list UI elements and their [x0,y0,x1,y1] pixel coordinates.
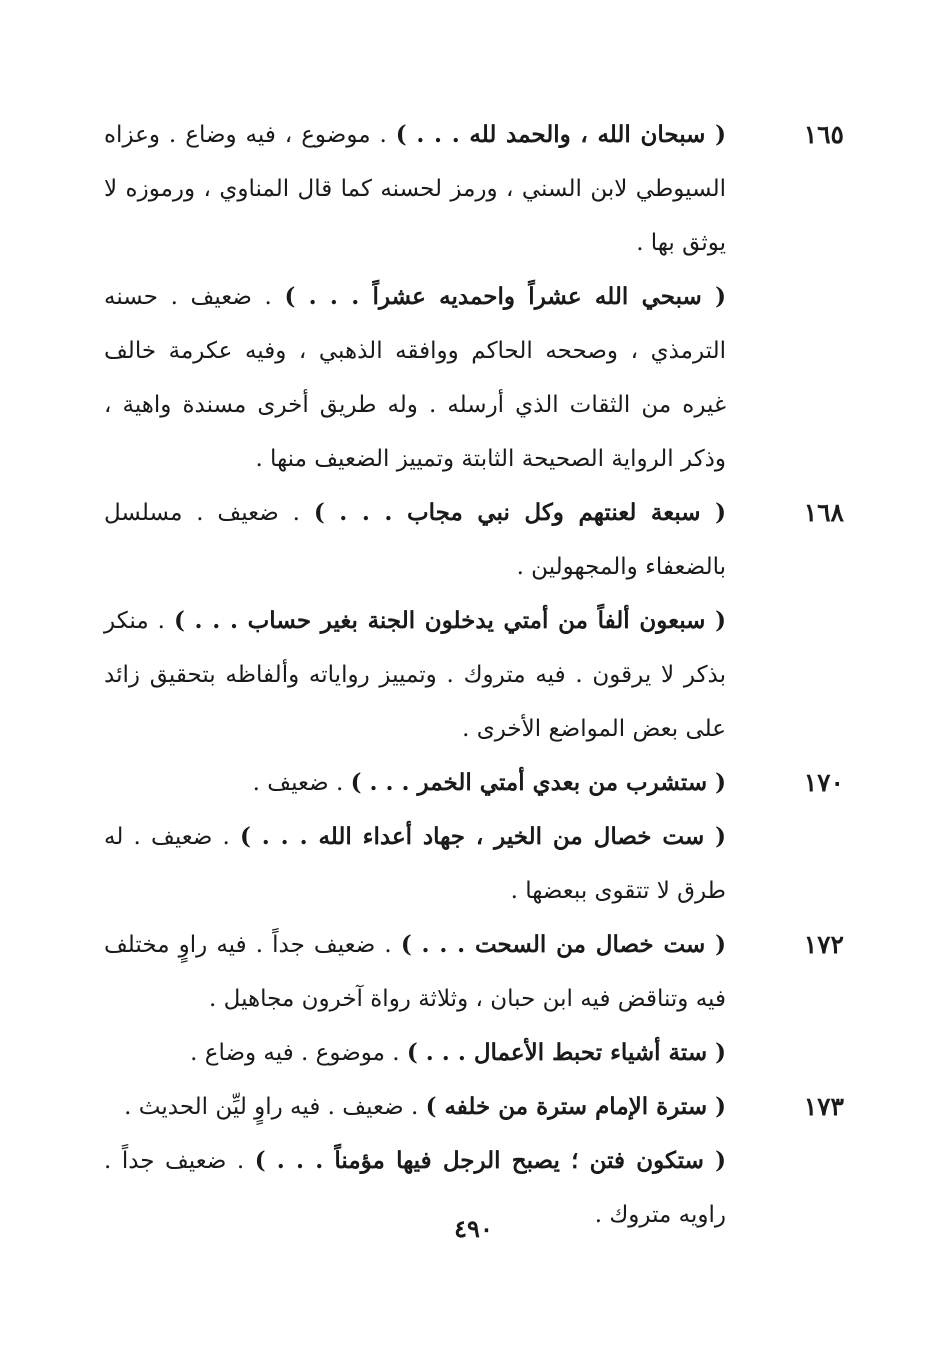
entry-text [104,1026,726,1080]
entry-text [104,594,726,756]
entry-number: ١٦٨ [803,498,844,527]
entry-text [104,1080,726,1134]
entry-number: ١٧٠ [803,768,844,797]
hadith-text: ( ست خصال من السحت . . . ) [400,931,726,958]
ruling-text: . موضوع ، فيه وضاع . وعزاه السيوطي لابن السني ، ورمز لحسنه كما قال المناوي ، ورموزه لا يوثق بها . [104,122,726,256]
entry-166 [104,270,844,486]
ruling-text: . ضعيف . مسلسل بالضعفاء والمجهولين . [104,500,726,580]
entry-173 [104,1080,844,1134]
entry-text [104,756,726,810]
entry-172b [104,1026,844,1080]
hadith-text: ( ستشرب من بعدي أمتي الخمر . . . ) [350,769,726,796]
entry-171 [104,810,844,918]
entry-text [104,108,726,270]
ruling-text: . منكر بذكر لا يرقون . فيه متروك . وتمييز رواياته وألفاظه بتحقيق زائد على بعض المواضع الأخرى . [104,608,726,742]
ruling-text: . ضعيف . له طرق لا تتقوى ببعضها . [104,824,726,904]
ruling-text: . ضعيف جداً . راويه متروك . [104,1148,726,1228]
entry-text [104,486,726,594]
hadith-text: ( ست خصال من الخير ، جهاد أعداء الله . . . ) [240,823,726,850]
ruling-text: . ضعيف . فيه راوٍ ليِّن الحديث . [124,1094,426,1120]
entry-165 [104,108,844,270]
hadith-text: ( سبحان الله ، والحمد لله . . . ) [395,121,726,148]
entry-number: ١٦٥ [803,120,844,149]
hadith-text: ( ستة أشياء تحبط الأعمال . . . ) [406,1039,726,1066]
hadith-text: ( سبعة لعنتهم وكل نبي مجاب . . . ) [313,499,726,526]
entry-168 [104,486,844,594]
entry-text [104,270,726,486]
page-number: ٤٩٠ [454,1214,493,1243]
entry-172 [104,918,844,1026]
ruling-text: . ضعيف . [252,770,351,796]
hadith-text: ( سبحي الله عشراً واحمديه عشراً . . . ) [284,283,726,310]
ruling-text: . موضوع . فيه وضاع . [190,1040,407,1066]
entry-text [104,810,726,918]
ruling-text: . ضعيف . حسنه الترمذي ، وصححه الحاكم ووافقه الذهبي ، وفيه عكرمة خالف غيره من الثقات الذي أرسله . وله طريق أخرى مسندة واهية ، وذكر الرواية الصحيحة الثابتة وتمييز الضعيف منها . [104,284,726,472]
entry-number: ١٧٢ [803,930,844,959]
hadith-text: ( سترة الإمام سترة من خلفه ) [425,1093,726,1120]
hadith-text: ( سبعون ألفاً من أمتي يدخلون الجنة بغير حساب . . . ) [173,607,726,634]
entry-169 [104,594,844,756]
hadith-text: ( ستكون فتن ؛ يصبح الرجل فيها مؤمناً . . . ) [254,1147,727,1174]
entry-number: ١٧٣ [803,1092,844,1121]
ruling-text: . ضعيف جداً . فيه راوٍ مختلف فيه وتناقض فيه ابن حبان ، وثلاثة رواة آخرون مجاهيل . [104,932,726,1012]
entry-text [104,918,726,1026]
entries-list [104,108,844,1242]
entry-170 [104,756,844,810]
